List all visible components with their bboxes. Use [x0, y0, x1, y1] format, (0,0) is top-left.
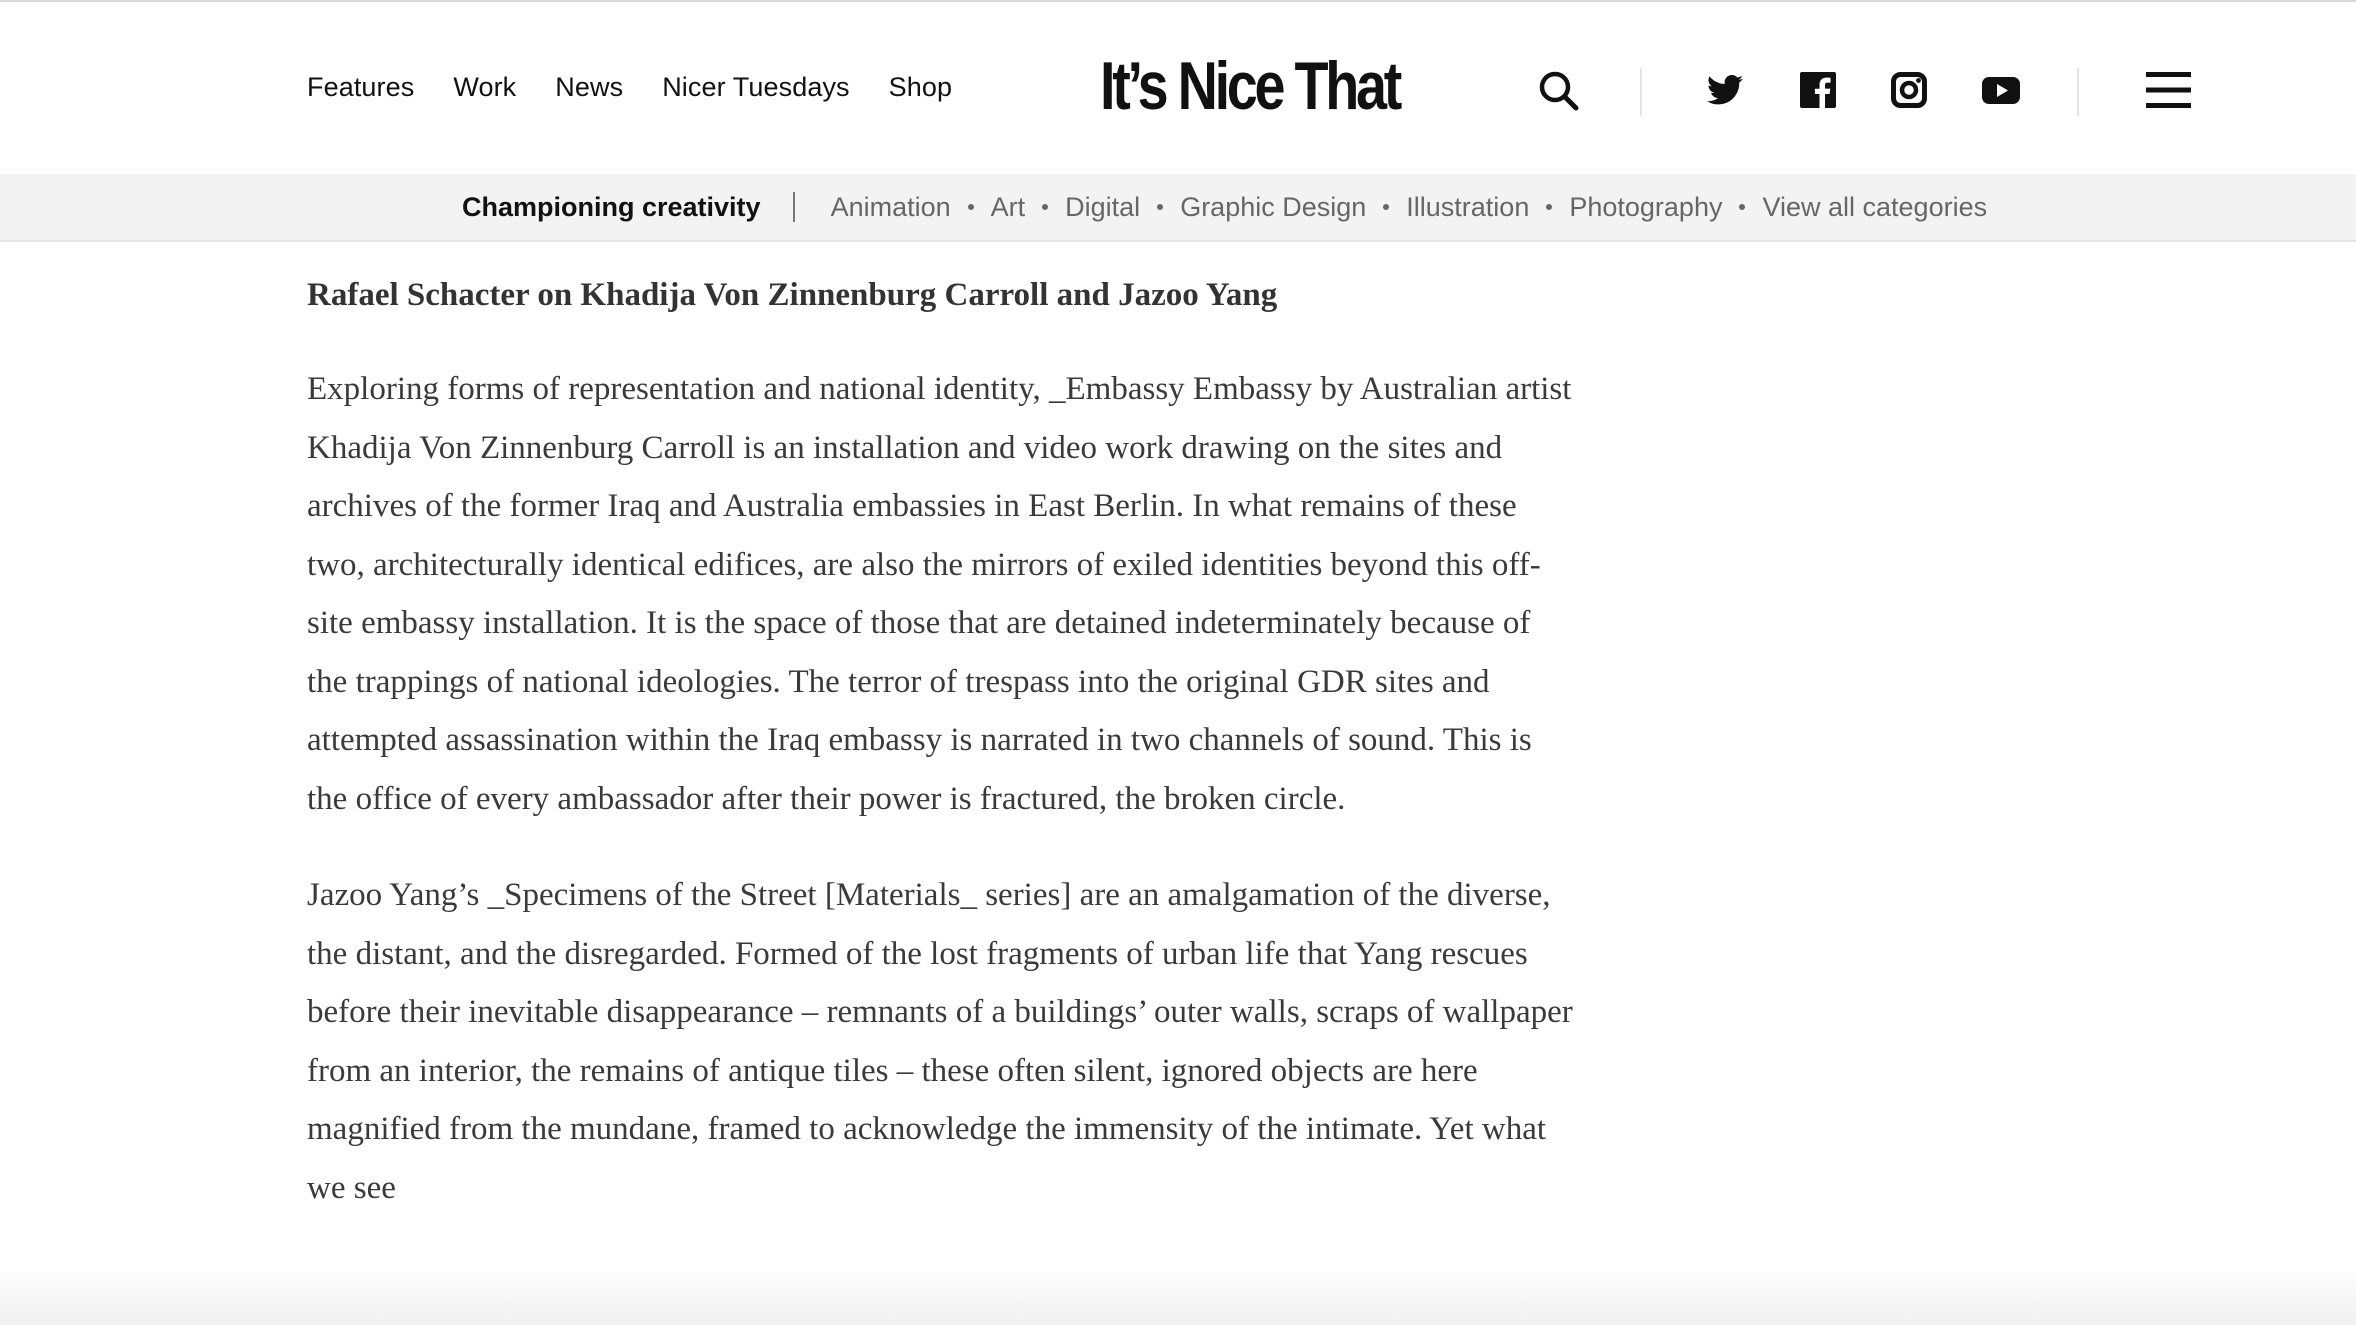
category-animation[interactable]: Animation [830, 191, 951, 222]
category-digital[interactable]: Digital [1065, 191, 1141, 222]
category-art[interactable]: Art [990, 191, 1026, 222]
twitter-icon[interactable] [1707, 75, 1743, 105]
category-photography[interactable]: Photography [1569, 191, 1723, 222]
main-nav [307, 72, 952, 103]
bottom-fade [0, 1265, 2356, 1325]
nav-shop[interactable]: Shop [888, 72, 953, 102]
category-bar [0, 174, 2356, 242]
article-body [307, 268, 1577, 1217]
category-view-all[interactable]: View all categories [1762, 191, 1988, 222]
facebook-icon[interactable] [1800, 72, 1836, 108]
category-dot [1383, 204, 1389, 210]
category-dot [1546, 204, 1552, 210]
nav-features[interactable]: Features [307, 72, 415, 102]
category-graphic-design[interactable]: Graphic Design [1180, 191, 1367, 222]
youtube-icon[interactable] [1982, 77, 2020, 104]
hamburger-menu-icon[interactable] [2146, 72, 2191, 108]
category-dot [968, 204, 974, 210]
nav-news[interactable]: News [555, 72, 624, 102]
category-dot [1042, 204, 1048, 210]
category-list [831, 192, 1988, 223]
category-divider [793, 192, 795, 222]
nav-work[interactable]: Work [453, 72, 517, 102]
search-icon[interactable] [1538, 70, 1580, 112]
site-logo[interactable]: It’s Nice That [1100, 48, 1400, 124]
category-illustration[interactable]: Illustration [1406, 191, 1530, 222]
article-paragraph: Jazoo Yang’s _Specimens of the Street [Materials_ series] are an amalgamation of the diverse, the distant, and the disregarded. Formed of the lost fragments of urban life that Yang rescues before their inevitable disappearance – remnants of a buildings’ outer walls, scraps of wallpaper from an interior, the remains of antique tiles – these often silent, ignored objects are here magnified from the mundane, framed to acknowledge the immensity of the intimate. Yet what we see [307, 877, 1573, 1206]
article-subheading: Rafael Schacter on Khadija Von Zinnenburg Carroll and Jazoo Yang [307, 277, 1278, 313]
tagline: Championing creativity [462, 191, 761, 222]
nav-nicer-tuesdays[interactable]: Nicer Tuesdays [662, 72, 850, 102]
header-divider-right [2077, 68, 2079, 116]
category-dot [1739, 204, 1745, 210]
site-header [0, 2, 2356, 174]
instagram-icon[interactable] [1891, 72, 1927, 108]
header-divider-left [1640, 68, 1642, 116]
article-paragraph: Exploring forms of representation and national identity, _Embassy Embassy by Australian artist Khadija Von Zinnenburg Carroll is an installation and video work drawing on the sites and archives of the former Iraq and Australia embassies in East Berlin. In what remains of these two, architecturally identical edifices, are also the mirrors of exiled identities beyond this off-site embassy installation. It is the space of those that are detained indeterminately because of the trappings of national ideologies. The terror of trespass into the original GDR sites and attempted assassination within the Iraq embassy is narrated in two channels of sound. This is the office of every ambassador after their power is fractured, the broken circle. [307, 371, 1572, 817]
category-dot [1157, 204, 1163, 210]
